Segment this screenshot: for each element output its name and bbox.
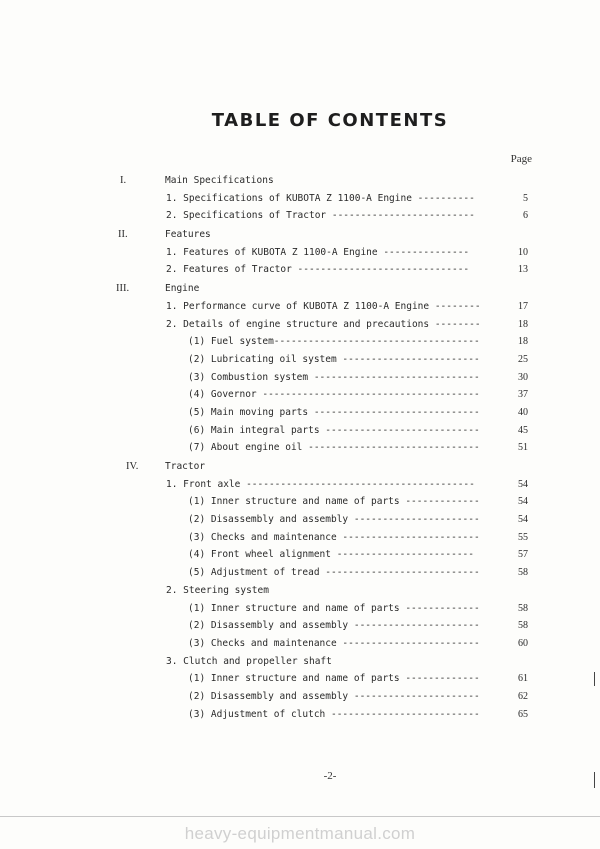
toc-entry-label: (7) About engine oil ------------------------------	[188, 442, 480, 454]
toc-entry-row	[0, 404, 600, 422]
toc-entry-row	[0, 600, 600, 618]
toc-entry-row	[0, 635, 600, 653]
toc-page-number: 37	[518, 389, 528, 401]
toc-entry-label: 2. Steering system	[166, 584, 269, 596]
toc-page-number: 5	[523, 192, 528, 204]
toc-entry-row	[0, 369, 600, 387]
toc-entry-row	[0, 529, 600, 547]
toc-entry-label: 2. Specifications of Tractor -------------------------	[166, 210, 475, 222]
toc-entry-label: 2. Features of Tractor ------------------------------	[166, 264, 470, 276]
toc-entry-row	[0, 617, 600, 635]
toc-page-number: 13	[518, 264, 528, 276]
toc-entry-label: (5) Main moving parts -----------------------------	[188, 406, 480, 418]
toc-entry-label: Engine	[165, 283, 200, 295]
toc-page-number: 54	[518, 496, 528, 508]
toc-page-number: 51	[518, 442, 528, 454]
toc-entry-label: (5) Adjustment of tread ---------------------------	[188, 567, 480, 579]
toc-entry-row	[0, 439, 600, 457]
watermark: heavy-equipmentmanual.com	[184, 824, 416, 843]
toc-entry-row	[0, 244, 600, 262]
toc-page-number: 57	[518, 549, 528, 561]
toc-entry-row	[0, 546, 600, 564]
toc-entry-row	[0, 476, 600, 494]
toc-page-number: 18	[518, 336, 528, 348]
toc-entry-row	[0, 207, 600, 225]
toc-entry-row	[0, 688, 600, 706]
toc-page-number: 54	[518, 514, 528, 526]
toc-entry-label: 1. Front axle ----------------------------------------	[166, 478, 475, 490]
toc-entry-row	[0, 422, 600, 440]
toc-section-number: II.	[118, 229, 128, 241]
toc-entry-label: 1. Features of KUBOTA Z 1100-A Engine ---------------	[166, 246, 470, 258]
toc-entry-row	[0, 670, 600, 688]
toc-entry-row	[0, 386, 600, 404]
toc-section-row	[0, 172, 600, 190]
margin-mark	[594, 672, 595, 686]
toc-page-number: 58	[518, 620, 528, 632]
toc-page-number: 40	[518, 406, 528, 418]
toc-page-number: 61	[518, 673, 528, 685]
toc-entry-row	[0, 564, 600, 582]
toc-page-number: 58	[518, 602, 528, 614]
toc-section-row	[0, 280, 600, 298]
toc-page-number: 62	[518, 690, 528, 702]
toc-entry-label: Features	[165, 229, 211, 241]
table-of-contents	[0, 172, 600, 723]
toc-page-number: 55	[518, 531, 528, 543]
toc-entry-label: (4) Front wheel alignment ------------------------	[188, 549, 474, 561]
toc-entry-label: (3) Combustion system -----------------------------	[188, 371, 480, 383]
toc-page-number: 60	[518, 637, 528, 649]
toc-entry-label: 1. Performance curve of KUBOTA Z 1100-A Engine --------	[166, 300, 481, 312]
toc-page-number: 45	[518, 424, 528, 436]
toc-entry-row	[0, 493, 600, 511]
page-number: -2-	[323, 770, 337, 782]
toc-entry-label: (3) Adjustment of clutch --------------------------	[188, 708, 480, 720]
toc-entry-label: (3) Checks and maintenance ------------------------	[188, 637, 480, 649]
toc-section-number: IV.	[126, 461, 139, 472]
toc-entry-label: (2) Disassembly and assembly ----------------------	[188, 690, 480, 702]
toc-entry-label: (3) Checks and maintenance ------------------------	[188, 531, 480, 543]
page-column-header: Page	[510, 153, 532, 165]
footer-rule	[0, 816, 600, 817]
toc-entry-row	[0, 190, 600, 208]
toc-entry-label: (2) Disassembly and assembly ----------------------	[188, 514, 480, 526]
toc-entry-label: (6) Main integral parts ---------------------------	[188, 424, 480, 436]
toc-entry-label: 3. Clutch and propeller shaft	[166, 655, 332, 667]
toc-page-number: 25	[518, 353, 528, 365]
margin-mark	[594, 772, 595, 788]
toc-entry-row	[0, 706, 600, 724]
toc-entry-row	[0, 653, 600, 671]
toc-section-number: III.	[116, 283, 130, 295]
page-title: TABLE OF CONTENTS	[211, 110, 449, 131]
toc-entry-label: (2) Lubricating oil system ------------------------	[188, 353, 480, 365]
toc-entry-label: Tractor	[165, 461, 206, 472]
toc-entry-label: Main Specifications	[165, 175, 274, 186]
toc-section-number: I.	[120, 175, 127, 186]
toc-entry-label: (1) Inner structure and name of parts -------------	[188, 496, 480, 508]
toc-page-number: 54	[518, 478, 528, 490]
toc-entry-label: 2. Details of engine structure and precautions --------	[166, 318, 481, 330]
toc-entry-label: (4) Governor --------------------------------------	[188, 389, 480, 401]
toc-entry-label: (2) Disassembly and assembly ----------------------	[188, 620, 480, 632]
toc-entry-label: (1) Inner structure and name of parts -------------	[188, 602, 480, 614]
toc-entry-label: 1. Specifications of KUBOTA Z 1100-A Engine ----------	[166, 192, 475, 204]
toc-page-number: 65	[518, 708, 528, 720]
toc-page-number: 30	[518, 371, 528, 383]
toc-page-number: 18	[518, 318, 528, 330]
toc-page-number: 6	[523, 210, 528, 222]
toc-entry-row	[0, 582, 600, 600]
toc-entry-row	[0, 261, 600, 279]
toc-entry-row	[0, 316, 600, 334]
toc-page-number: 58	[518, 567, 528, 579]
toc-entry-row	[0, 351, 600, 369]
toc-entry-row	[0, 298, 600, 316]
toc-entry-label: (1) Fuel system------------------------------------	[188, 336, 480, 348]
toc-page-number: 17	[518, 300, 528, 312]
toc-page-number: 10	[518, 246, 528, 258]
toc-entry-row	[0, 511, 600, 529]
toc-entry-label: (1) Inner structure and name of parts -------------	[188, 673, 480, 685]
toc-section-row	[0, 458, 600, 476]
toc-section-row	[0, 226, 600, 244]
toc-entry-row	[0, 333, 600, 351]
